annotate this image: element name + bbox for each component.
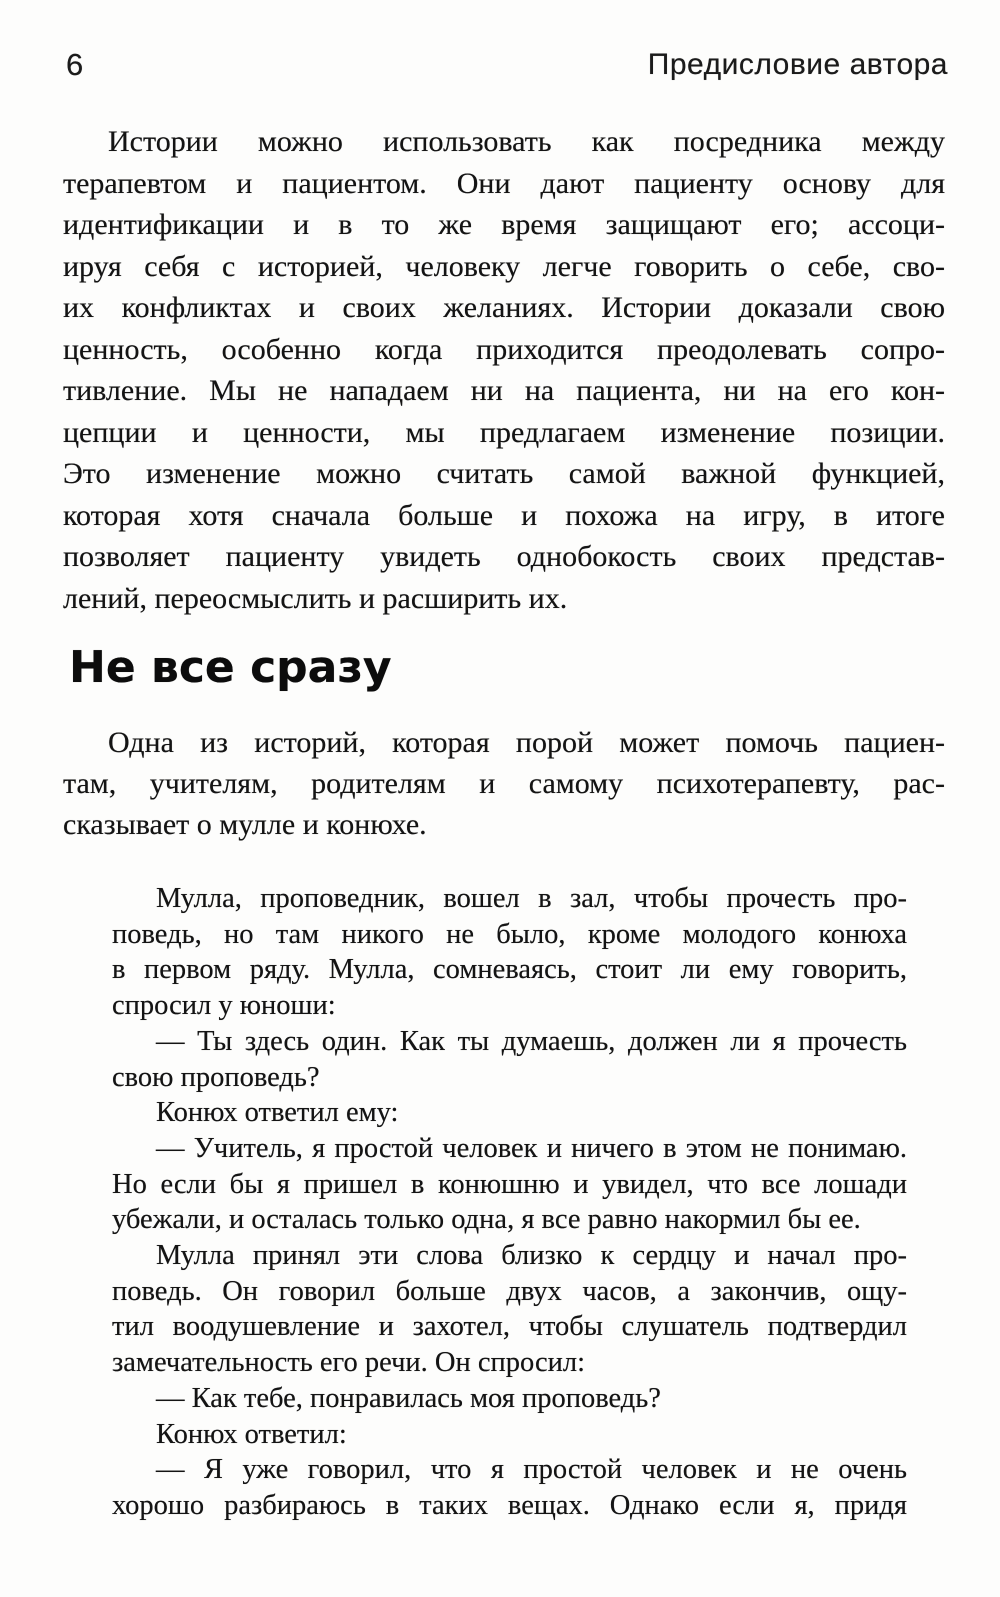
text-line: — Учитель, я простой человек и ничего в этом не понимаю. (156, 1132, 907, 1164)
paragraph (112, 1131, 907, 1238)
text-line: — Я уже говорил, что я простой человек и не очень (156, 1454, 907, 1486)
paragraph (112, 1095, 907, 1131)
text-line: которая хотя сначала больше и похожа на игру, в итоге (63, 498, 945, 532)
paragraph (112, 1452, 907, 1523)
text-line: замечательность его речи. Он спросил: (112, 1347, 586, 1379)
text-line: тил воодушевление и захотел, чтобы слушатель подтвердил (112, 1311, 907, 1343)
paragraph (63, 121, 945, 619)
text-line: Одна из историй, которая порой может помочь пациен- (108, 726, 945, 759)
text-line: поведь, но там никого не было, кроме молодого конюха (112, 918, 907, 950)
paragraph (112, 1024, 907, 1095)
intro-paragraphs (63, 121, 945, 619)
text-line: Конюх ответил ему: (156, 1097, 399, 1129)
text-line: поведь. Он говорил больше двух часов, а закончив, ощу- (112, 1275, 907, 1307)
text-line: идентификации и в то же время защищают его; ассоци- (63, 208, 945, 241)
paragraph (63, 722, 945, 845)
text-line: их конфликтах и своих желаниях. Истории доказали свою (63, 291, 945, 324)
page-number: 6 (66, 47, 84, 82)
text-line: терапевтом и пациентом. Они дают пациенту основу для (63, 166, 945, 200)
story-block (112, 881, 907, 1524)
text-line: ируя себя с историей, человеку легче говорить о себе, сво- (63, 249, 945, 283)
text-line: сказывает о мулле и конюхе. (63, 808, 427, 841)
paragraph (112, 881, 907, 1024)
text-line: убежали, и осталась только одна, я все равно накормил бы ее. (112, 1204, 861, 1236)
text-line: Мулла принял эти слова близко к сердцу и начал про- (156, 1240, 907, 1272)
text-line: хорошо разбираюсь в таких вещах. Однако если я, придя (112, 1489, 907, 1521)
text-line: Мулла, проповедник, вошел в зал, чтобы прочесть про- (156, 883, 907, 914)
text-line: там, учителям, родителям и самому психотерапевту, рас- (63, 767, 945, 800)
text-line: — Ты здесь один. Как ты думаешь, должен ли я прочесть (156, 1025, 907, 1057)
text-line: в первом ряду. Мулла, сомневаясь, стоит ли ему говорить, (112, 954, 907, 986)
running-head: Предисловие автора (647, 48, 948, 81)
paragraph (112, 1417, 907, 1453)
section-paragraphs (63, 722, 945, 845)
text-line: свою проповедь? (112, 1061, 320, 1093)
text-line: ценность, особенно когда приходится преодолевать сопро- (63, 332, 945, 366)
text-line: — Как тебе, понравилась моя проповедь? (156, 1382, 661, 1414)
text-line: спросил у юноши: (112, 990, 336, 1022)
paragraph (112, 1381, 907, 1417)
paragraph (112, 1238, 907, 1381)
section-heading: Не все сразу (69, 642, 392, 693)
text-line: цепции и ценности, мы предлагаем изменение позиции. (63, 415, 945, 449)
text-line: Истории можно использовать как посредника между (108, 125, 945, 158)
text-line: тивление. Мы не нападаем ни на пациента, ни на его кон- (63, 374, 945, 407)
text-line: Это изменение можно считать самой важной функцией, (63, 457, 945, 490)
text-line: позволяет пациенту увидеть однобокость своих представ- (63, 540, 945, 573)
text-line: Конюх ответил: (156, 1418, 347, 1450)
text-line: Но если бы я пришел в конюшню и увидел, что все лошади (112, 1168, 907, 1200)
text-line: лений, переосмыслить и расширить их. (63, 581, 568, 615)
